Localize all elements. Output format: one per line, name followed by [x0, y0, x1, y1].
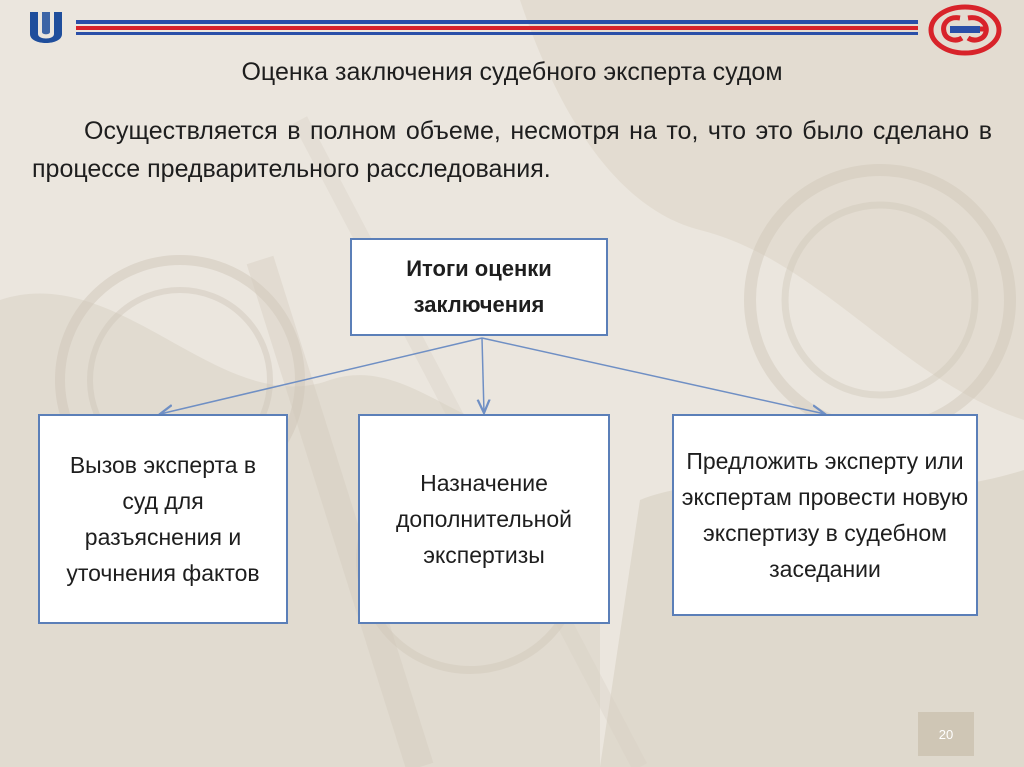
diagram-child-box-1: [38, 414, 288, 624]
diagram-child-box-3: [672, 414, 978, 616]
university-logo-icon: [26, 8, 66, 52]
organization-logo-icon: [928, 4, 1002, 56]
page-number: 20: [918, 712, 974, 756]
diagram-child-label-3: Предложить эксперту или экспертам провести новую экспертизу в судебном заседании: [681, 448, 969, 582]
diagram-child-label-2: Назначение дополнительной экспертизы: [396, 470, 572, 568]
diagram-child-box-2: [358, 414, 610, 624]
diagram-child-label-1: Вызов эксперта в суд для разъяснения и уточнения фактов: [66, 452, 260, 586]
diagram-root-label: Итоги оценки заключения: [406, 256, 552, 317]
header-stripes: [76, 20, 918, 36]
slide-title: Оценка заключения судебного эксперта судом: [241, 58, 783, 86]
diagram-root-box: [350, 238, 608, 336]
slide-subtitle: Осуществляется в полном объеме, несмотря на то, что это было сделано в процессе предварительного расследования.: [32, 117, 992, 183]
